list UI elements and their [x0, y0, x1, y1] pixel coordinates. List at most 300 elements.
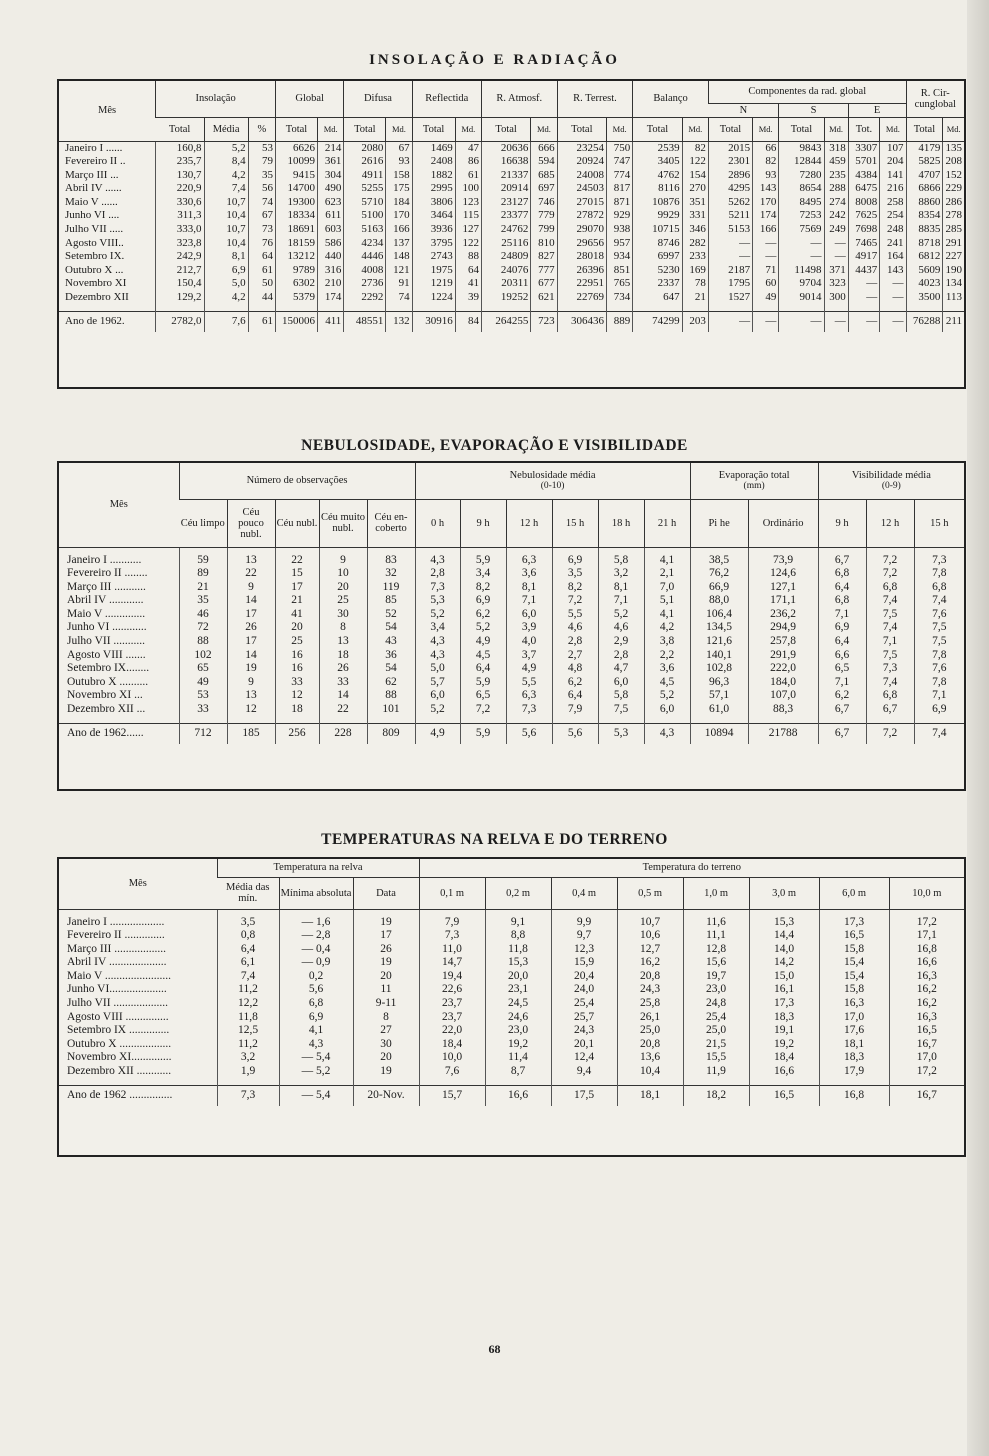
subheader-total: Total	[412, 117, 455, 141]
table-cell: 5262	[708, 196, 752, 210]
table-cell: — 5,4	[279, 1051, 353, 1065]
total-cell: 809	[367, 723, 415, 744]
header-vis-hour: 15 h	[914, 499, 964, 547]
header-s: S	[779, 103, 848, 117]
table-row	[59, 209, 964, 223]
table-cell: 6,8	[818, 594, 866, 608]
table-cell: 248	[880, 223, 906, 237]
table-cell: 6,9	[460, 594, 506, 608]
table-cell: 11,9	[683, 1065, 749, 1079]
table-cell: 6,7	[818, 703, 866, 717]
table-row	[59, 689, 964, 703]
table-cell: 212,7	[156, 264, 204, 278]
table-cell: 1527	[708, 291, 752, 305]
table-cell: 233	[682, 250, 708, 264]
table-cell: 16,2	[889, 983, 964, 997]
table-cell: 7,4	[866, 594, 914, 608]
table-cell: 3500	[906, 291, 943, 305]
table-cell: 15,9	[551, 956, 617, 970]
table-cell: 5,0	[415, 662, 460, 676]
table-cell: 6,0	[506, 608, 552, 622]
table-row	[59, 676, 964, 690]
table-cell: 166	[753, 223, 779, 237]
table-cell: 827	[531, 250, 557, 264]
table-cell: 4911	[344, 169, 386, 183]
table-cell: 777	[531, 264, 557, 278]
month-label: Janeiro I ...........	[67, 553, 142, 566]
table-cell: 871	[607, 196, 633, 210]
total-cell: 4,9	[415, 723, 460, 744]
table-cell: 774	[607, 169, 633, 183]
header-evaporacao-unit: (mm)	[743, 480, 765, 491]
table-cell: 621	[531, 291, 557, 305]
table-cell: 2896	[708, 169, 752, 183]
table-cell: 286	[943, 196, 964, 210]
table-cell: 148	[386, 250, 412, 264]
table-cell: —	[779, 250, 824, 264]
table-row	[59, 594, 964, 608]
table-cell: 61,0	[690, 703, 748, 717]
table-cell: 127	[455, 223, 481, 237]
total-cell: 21788	[748, 723, 818, 744]
subheader-md: Md.	[753, 117, 779, 141]
month-label: Agosto VIII ...............	[67, 1010, 169, 1023]
table-cell: 6,5	[460, 689, 506, 703]
month-label: Março III ..................	[67, 942, 167, 955]
subheader-md: Md.	[318, 117, 344, 141]
table-cell: 23,1	[485, 983, 551, 997]
table-cell: 16,2	[617, 956, 683, 970]
table-cell: 22,6	[419, 983, 485, 997]
table-cell: 15,3	[749, 909, 819, 929]
table-cell: 3405	[633, 155, 682, 169]
table-row	[59, 983, 964, 997]
table-cell: 5379	[276, 291, 318, 305]
header-hour: 9 h	[460, 499, 506, 547]
table-cell: 4,3	[415, 649, 460, 663]
table-cell: 7,4	[217, 970, 279, 984]
table-cell: 10,4	[617, 1065, 683, 1079]
table-cell: 4707	[906, 169, 943, 183]
table-cell: 106,4	[690, 608, 748, 622]
subheader-tot: Tot.	[848, 117, 880, 141]
table-cell: 6,8	[914, 581, 964, 595]
header-hour: 0 h	[415, 499, 460, 547]
table-cell: 4,9	[460, 635, 506, 649]
table-cell: 7,5	[914, 621, 964, 635]
table-cell: 170	[753, 196, 779, 210]
table-cell: —	[824, 250, 848, 264]
subheader-md: Md.	[607, 117, 633, 141]
table-cell: —	[708, 237, 752, 251]
header-atmosf: R. Atmosf.	[481, 81, 557, 117]
table-cell: 20,1	[551, 1038, 617, 1052]
table-cell: 102	[179, 649, 227, 663]
table-cell: 11	[353, 983, 419, 997]
table-cell: 23,7	[419, 1011, 485, 1025]
table-cell: 7,3	[419, 929, 485, 943]
table-cell: 677	[531, 277, 557, 291]
table-cell: 734	[607, 291, 633, 305]
table-cell: 3,4	[460, 567, 506, 581]
table-cell: 24,3	[617, 983, 683, 997]
table-cell: 9,4	[551, 1065, 617, 1079]
table-cell: 16,8	[889, 943, 964, 957]
month-label: Outubro X ...	[65, 263, 124, 276]
table-cell: 16,3	[819, 997, 889, 1011]
table-cell: 6,4	[818, 581, 866, 595]
table-cell: 93	[386, 155, 412, 169]
table-cell: 54	[367, 621, 415, 635]
total-cell: 712	[179, 723, 227, 744]
table-cell: 3,2	[598, 567, 644, 581]
table-cell: 18159	[276, 237, 318, 251]
header-hour: 21 h	[644, 499, 690, 547]
table-cell: 13	[319, 635, 367, 649]
total-cell: 185	[227, 723, 275, 744]
table-cell: 23254	[557, 141, 606, 155]
table-cell: 12	[227, 703, 275, 717]
table-cell: 5701	[848, 155, 880, 169]
table-cell: 15,6	[683, 956, 749, 970]
table-cell: 5609	[906, 264, 943, 278]
table-cell: 23127	[481, 196, 530, 210]
subheader-md: Md.	[824, 117, 848, 141]
table-cell: 171,1	[748, 594, 818, 608]
subheader-pct: %	[248, 117, 275, 141]
table-cell: 100	[455, 182, 481, 196]
table-cell: 30	[353, 1038, 419, 1052]
table-cell: 3,7	[506, 649, 552, 663]
table-cell: 7,4	[914, 594, 964, 608]
table-cell: 938	[607, 223, 633, 237]
table-cell: 8,1	[598, 581, 644, 595]
header-visibilidade	[818, 463, 964, 499]
month-label: Fevereiro II ........	[67, 567, 148, 580]
table-cell: 229	[943, 182, 964, 196]
subheader-total: Total	[481, 117, 530, 141]
header-data: Data	[353, 877, 419, 909]
table-cell: 278	[943, 209, 964, 223]
table-cell: 59	[179, 547, 227, 567]
table-cell: 4762	[633, 169, 682, 183]
table-cell: 7,2	[866, 567, 914, 581]
table-cell: 8	[319, 621, 367, 635]
table-cell: 20	[353, 970, 419, 984]
table-cell: 7,4	[866, 621, 914, 635]
table-cell: 43	[367, 635, 415, 649]
table-cell: 44	[248, 291, 275, 305]
table-cell: 107,0	[748, 689, 818, 703]
table-cell: 152	[943, 169, 964, 183]
table-cell: 14	[227, 649, 275, 663]
table-cell: 9929	[633, 209, 682, 223]
table-cell: 440	[318, 250, 344, 264]
table-row	[59, 1011, 964, 1025]
table-cell: 2,8	[552, 635, 598, 649]
table-cell: 73,9	[748, 547, 818, 567]
table-cell: 318	[824, 141, 848, 155]
table-cell: 16,5	[889, 1024, 964, 1038]
table-cell: 74	[248, 196, 275, 210]
table-cell: 5211	[708, 209, 752, 223]
table-cell: 15,3	[485, 956, 551, 970]
table-cell: 9014	[779, 291, 824, 305]
table-cell: 20	[275, 621, 319, 635]
table-cell: 4,1	[644, 547, 690, 567]
table-cell: 747	[607, 155, 633, 169]
total-cell: 16,8	[819, 1085, 889, 1106]
total-cell: 18,2	[683, 1085, 749, 1106]
table-cell: 235	[824, 169, 848, 183]
table-cell: 22769	[557, 291, 606, 305]
table-cell: 76,2	[690, 567, 748, 581]
table-cell: 23,0	[683, 983, 749, 997]
table-cell: 130,7	[156, 169, 204, 183]
table-cell: 300	[824, 291, 848, 305]
table-cell: 66	[753, 141, 779, 155]
table-cell: 1882	[412, 169, 455, 183]
table-cell: 14,2	[749, 956, 819, 970]
table-cell: 14,0	[749, 943, 819, 957]
table-cell: 6812	[906, 250, 943, 264]
temperaturas-table	[59, 859, 964, 1106]
table-cell: 122	[682, 155, 708, 169]
table-cell: 4384	[848, 169, 880, 183]
table-cell: 25,4	[551, 997, 617, 1011]
table-cell: —	[753, 237, 779, 251]
table-cell: 7,1	[598, 594, 644, 608]
total-cell: 30916	[412, 311, 455, 332]
table-cell: 7,4	[204, 182, 248, 196]
total-label: Ano de 1962 ...............	[59, 1085, 217, 1106]
month-label: Janeiro I ...................	[67, 915, 165, 928]
table-row	[59, 929, 964, 943]
table-cell: 6,8	[866, 689, 914, 703]
header-depth: 10,0 m	[889, 877, 964, 909]
month-label: Outubro X ..................	[67, 1037, 172, 1050]
total-cell: 256	[275, 723, 319, 744]
table-cell: 53	[248, 141, 275, 155]
total-cell: 7,4	[914, 723, 964, 744]
table-cell: 7,8	[914, 567, 964, 581]
table-cell: 6,3	[506, 547, 552, 567]
total-cell: 264255	[481, 311, 530, 332]
total-label: Ano de 1962......	[59, 723, 179, 744]
header-depth: 0,1 m	[419, 877, 485, 909]
table-cell: 19,2	[485, 1038, 551, 1052]
table-cell: 2408	[412, 155, 455, 169]
table-cell: 82	[753, 155, 779, 169]
table-row	[59, 155, 964, 169]
table-cell: 11,2	[217, 1038, 279, 1052]
page-number: 68	[488, 1342, 501, 1356]
table-cell: 291,9	[748, 649, 818, 663]
table-cell: 62	[367, 676, 415, 690]
table-cell: 8008	[848, 196, 880, 210]
table-cell: 4023	[906, 277, 943, 291]
table-cell: 20,4	[551, 970, 617, 984]
table-cell: 5100	[344, 209, 386, 223]
table-cell: 24008	[557, 169, 606, 183]
table-cell: 113	[943, 291, 964, 305]
table-cell: 10099	[276, 155, 318, 169]
table-cell: 184	[386, 196, 412, 210]
month-label: Fevereiro II ..	[65, 155, 126, 168]
table-cell: 85	[367, 594, 415, 608]
table-cell: 750	[607, 141, 633, 155]
table-cell: 15,8	[819, 943, 889, 957]
month-label: Março III ...........	[67, 580, 146, 593]
subheader-md: Md.	[386, 117, 412, 141]
header-hour: 18 h	[598, 499, 644, 547]
table-cell: 4295	[708, 182, 752, 196]
table-cell: 2,2	[644, 649, 690, 663]
table-cell: 170	[386, 209, 412, 223]
table-row	[59, 250, 964, 264]
total-cell: —	[753, 311, 779, 332]
table-cell: 122	[455, 237, 481, 251]
table-cell: 6,4	[552, 689, 598, 703]
table-cell: 8835	[906, 223, 943, 237]
table-cell: 9,9	[551, 909, 617, 929]
table-cell: 9-11	[353, 997, 419, 1011]
table-cell: 4,7	[598, 662, 644, 676]
table-cell: 2,1	[644, 567, 690, 581]
table-cell: 371	[824, 264, 848, 278]
table-cell: 8746	[633, 237, 682, 251]
table-cell: 7253	[779, 209, 824, 223]
table-cell: 4917	[848, 250, 880, 264]
table-cell: 236,2	[748, 608, 818, 622]
table-cell: 586	[318, 237, 344, 251]
table-cell: 2,7	[552, 649, 598, 663]
table-cell: 17,2	[889, 1065, 964, 1079]
table-row	[59, 264, 964, 278]
table-cell: 8,2	[552, 581, 598, 595]
table-cell: 64	[455, 264, 481, 278]
table-cell: 23377	[481, 209, 530, 223]
total-cell: 4,3	[644, 723, 690, 744]
table-cell: 184,0	[748, 676, 818, 690]
table-cell: 174	[753, 209, 779, 223]
header-terrest: R. Terrest.	[557, 81, 633, 117]
total-row	[59, 1085, 964, 1106]
table-cell: 2080	[344, 141, 386, 155]
total-cell: 5,6	[506, 723, 552, 744]
table-cell: 121,6	[690, 635, 748, 649]
total-cell: 17,5	[551, 1085, 617, 1106]
table-cell: 127,1	[748, 581, 818, 595]
table-cell: 685	[531, 169, 557, 183]
table-cell: 107	[880, 141, 906, 155]
table-cell: 5,2	[415, 703, 460, 717]
table-cell: 16	[275, 649, 319, 663]
table-cell: 36	[367, 649, 415, 663]
table-cell: 17	[275, 581, 319, 595]
table-cell: 64	[248, 250, 275, 264]
table-cell: 24,0	[551, 983, 617, 997]
table-cell: 7,5	[866, 649, 914, 663]
table-cell: 934	[607, 250, 633, 264]
table-cell: 8,1	[204, 250, 248, 264]
total-cell: 20-Nov.	[353, 1085, 419, 1106]
table-cell: 304	[318, 169, 344, 183]
table-cell: 7698	[848, 223, 880, 237]
table-cell: 3936	[412, 223, 455, 237]
header-depth: 6,0 m	[819, 877, 889, 909]
table-cell: 12,7	[617, 943, 683, 957]
month-label: Dezembro XII	[65, 291, 129, 304]
table-cell: 86	[455, 155, 481, 169]
month-label: Abril IV ....................	[67, 956, 167, 969]
table-cell: 26396	[557, 264, 606, 278]
table-cell: 25	[275, 635, 319, 649]
table-cell: 603	[318, 223, 344, 237]
table-cell: 5710	[344, 196, 386, 210]
table-cell: 7280	[779, 169, 824, 183]
table-cell: 4,2	[644, 621, 690, 635]
table-cell: 10715	[633, 223, 682, 237]
table-cell: 11,1	[683, 929, 749, 943]
table-cell: 17,3	[819, 909, 889, 929]
table-cell: 6,8	[866, 581, 914, 595]
table-cell: —	[880, 291, 906, 305]
table-cell: 204	[880, 155, 906, 169]
table-cell: 17,3	[749, 997, 819, 1011]
table-cell: 79	[248, 155, 275, 169]
table-cell: 9,1	[485, 909, 551, 929]
month-label: Agosto VIII..	[65, 236, 124, 249]
table-cell: 2,9	[598, 635, 644, 649]
temperaturas-table-frame	[57, 857, 966, 1157]
table-cell: 27015	[557, 196, 606, 210]
table-cell: 216	[880, 182, 906, 196]
header-depth: 0,2 m	[485, 877, 551, 909]
table-cell: 765	[607, 277, 633, 291]
table-cell: 134	[943, 277, 964, 291]
table-cell: 83	[367, 547, 415, 567]
table-cell: 33	[275, 676, 319, 690]
table-cell: 12,4	[551, 1051, 617, 1065]
table-cell: 137	[386, 237, 412, 251]
table-cell: 16,3	[889, 1011, 964, 1025]
table-cell: 5,7	[415, 676, 460, 690]
total-cell: —	[824, 311, 848, 332]
table-cell: 5,9	[460, 547, 506, 567]
table-cell: 7465	[848, 237, 880, 251]
table-cell: 746	[531, 196, 557, 210]
subheader-total: Total	[708, 117, 752, 141]
table-cell: 7,0	[644, 581, 690, 595]
table-cell: — 0,9	[279, 956, 353, 970]
table-cell: 7,5	[598, 703, 644, 717]
table-cell: 26,1	[617, 1011, 683, 1025]
table-cell: 10,7	[204, 196, 248, 210]
table-cell: — 1,6	[279, 909, 353, 929]
table-cell: 24076	[481, 264, 530, 278]
subheader-md: Md.	[531, 117, 557, 141]
table-cell: 3,2	[217, 1051, 279, 1065]
table-cell: 5,2	[415, 608, 460, 622]
table-cell: 8654	[779, 182, 824, 196]
table-cell: 7,3	[914, 547, 964, 567]
month-label: Outubro X ..........	[67, 675, 149, 688]
table-cell: 61	[248, 264, 275, 278]
table-cell: 18,4	[749, 1051, 819, 1065]
table-cell: 24,8	[683, 997, 749, 1011]
table-cell: 9415	[276, 169, 318, 183]
